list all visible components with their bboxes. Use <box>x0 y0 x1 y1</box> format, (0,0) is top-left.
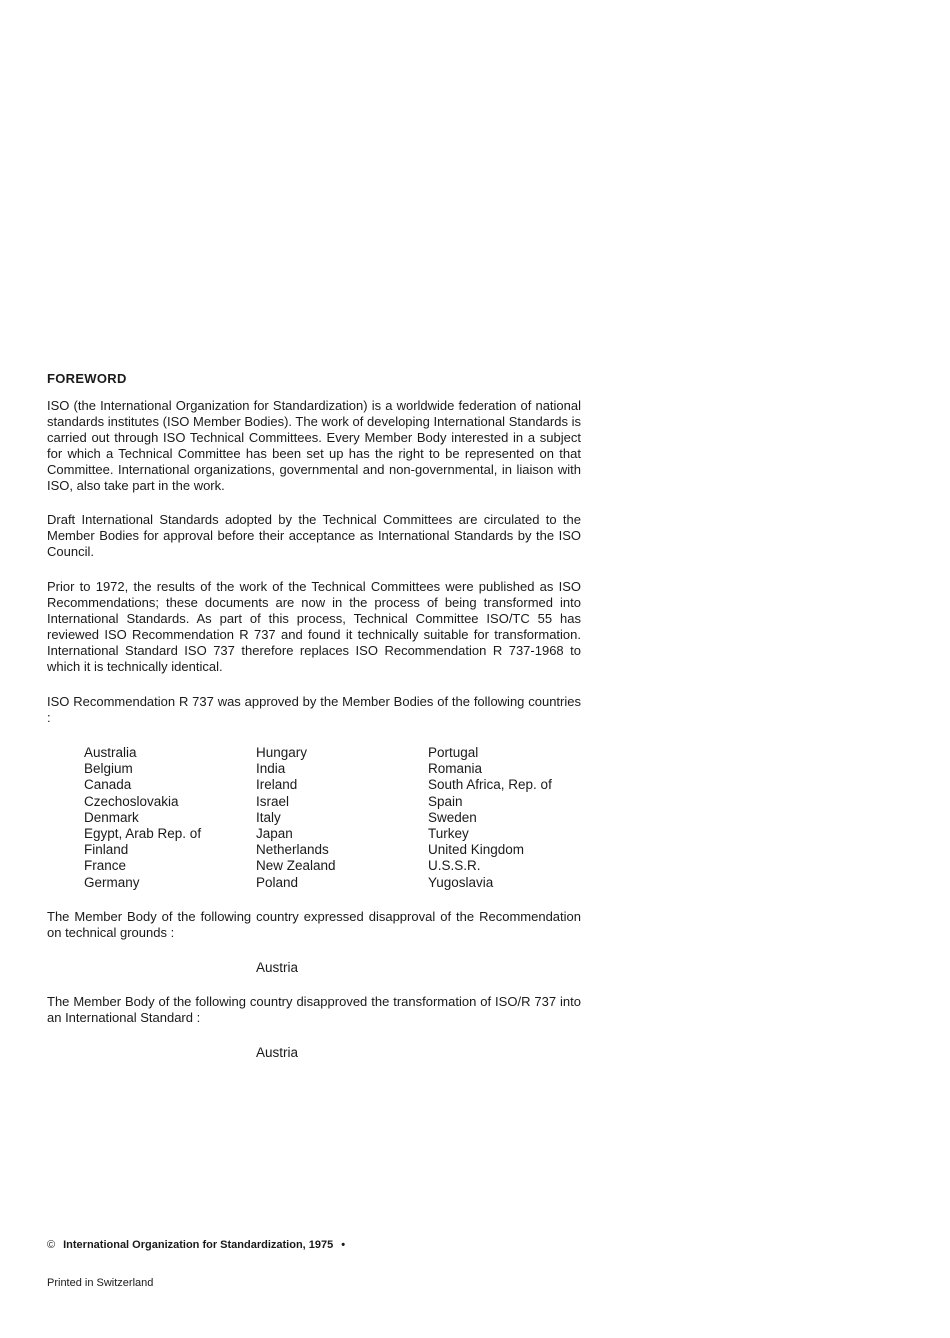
printed-in-text: Printed in Switzerland <box>47 1277 154 1289</box>
foreword-paragraph-draft: Draft International Standards adopted by the Technical Committees are circulated to the Member Bodies for approval before their acceptance as International Standards by the ISO Council. <box>47 512 581 559</box>
countries-column-1 <box>84 745 201 891</box>
country-item: Japan <box>256 826 293 842</box>
country-item: Czechoslovakia <box>84 793 179 809</box>
countries-column-3 <box>428 745 552 891</box>
country-item: Yugoslavia <box>428 874 494 890</box>
copyright-text: International Organization for Standardization, 1975 <box>63 1239 334 1251</box>
country-item: Denmark <box>84 809 139 825</box>
country-item: South Africa, Rep. of <box>428 777 552 793</box>
foreword-paragraph-history: Prior to 1972, the results of the work of the Technical Committees were published as ISO Recommendations; these documents are now in the process of being transformed into International Standards. As part of this process, Technical Committee ISO/TC 55 has reviewed ISO Recommendation R 737 and found it technically suitable for transformation. International Standard ISO 737 therefore replaces ISO Recommendation R 737-1968 to which it is technically identical. <box>47 579 581 674</box>
country-item: Ireland <box>256 777 298 793</box>
countries-column-2 <box>256 745 336 891</box>
bullet-icon: • <box>341 1239 346 1251</box>
disapproval-transformation-text: The Member Body of the following country disapproved the transformation of ISO/R 737 into an International Standard : <box>47 994 581 1025</box>
foreword-heading: FOREWORD <box>47 371 127 386</box>
country-item: Netherlands <box>256 842 329 858</box>
country-item: United Kingdom <box>428 842 525 858</box>
country-item: Romania <box>428 761 483 777</box>
country-item: Australia <box>84 745 137 760</box>
country-item: Israel <box>256 793 290 809</box>
country-item: Finland <box>84 842 129 858</box>
country-item: Canada <box>84 777 132 793</box>
country-item: India <box>256 761 286 777</box>
country-item: Egypt, Arab Rep. of <box>84 826 202 842</box>
country-item: France <box>84 858 127 874</box>
country-item: Belgium <box>84 761 133 777</box>
disapproval-technical-country: Austria <box>256 960 299 975</box>
country-item: Sweden <box>428 809 477 825</box>
country-item: Portugal <box>428 745 479 760</box>
copyright-icon: © <box>47 1239 56 1251</box>
country-item: New Zealand <box>256 858 336 874</box>
disapproval-transformation-country: Austria <box>256 1045 299 1060</box>
foreword-paragraph-approval: ISO Recommendation R 737 was approved by the Member Bodies of the following countries : <box>47 694 581 725</box>
country-item: Turkey <box>428 826 469 842</box>
country-item: Spain <box>428 793 463 809</box>
country-item: Germany <box>84 874 140 890</box>
country-item: U.S.S.R. <box>428 858 481 874</box>
disapproval-technical-text: The Member Body of the following country expressed disapproval of the Recommendation on technical grounds : <box>47 909 581 940</box>
foreword-paragraph-iso: ISO (the International Organization for Standardization) is a worldwide federation of national standards institutes (ISO Member Bodies). The work of developing International Standards is carried out through ISO Technical Committees. Every Member Body interested in a subject for which a Technical Committee has been set up has the right to be represented on that Committee. International organizations, governmental and non-governmental, in liaison with ISO, also take part in the work. <box>47 398 581 493</box>
copyright-line <box>47 1239 345 1251</box>
country-item: Italy <box>256 809 281 825</box>
country-item: Hungary <box>256 745 308 760</box>
country-item: Poland <box>256 874 299 890</box>
